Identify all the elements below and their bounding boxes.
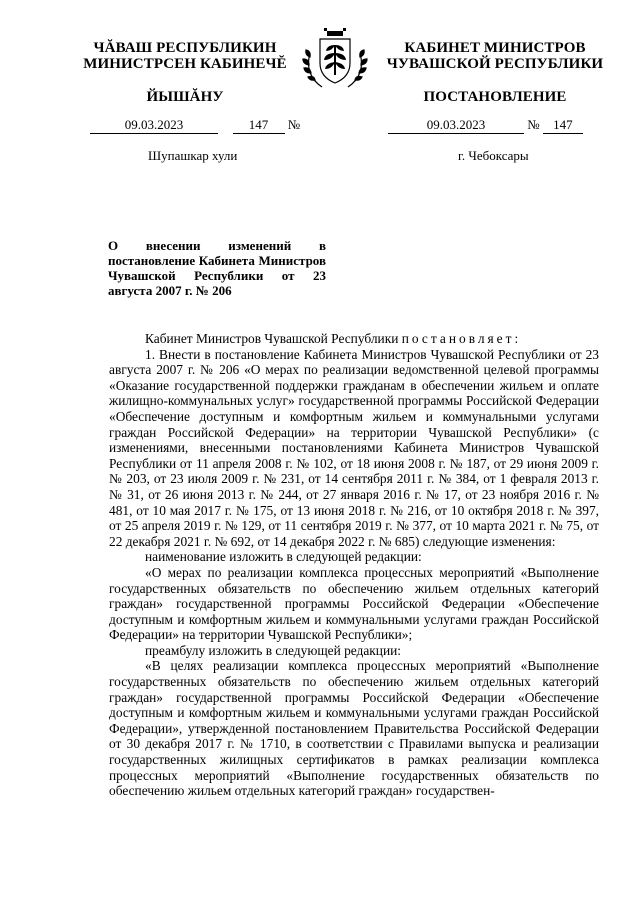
paragraph-2: наименование изложить в следующей редакции: bbox=[145, 549, 422, 565]
paragraph-4: преамбулу изложить в следующей редакции: bbox=[145, 642, 402, 658]
header-left-title: ЙЫШĂНУ bbox=[146, 89, 224, 105]
paragraph-3: «О мерах по реализации комплекса процессных мероприятий «Выполнение государственных обязательств по обеспечению жильем отдельных категорий граждан» государственной программы Российской Федерации «Обеспечение доступным и комфортным жильем и коммунальными услугами граждан Российской Федерации» на территории Чувашской Республики»; bbox=[109, 564, 599, 643]
document-subject: О внесении изменений в постановление Кабинета Министров Чувашской Республики от 23 августа 2007 г. № 206 bbox=[108, 238, 326, 298]
header-right-org bbox=[380, 40, 610, 72]
intro-text: Кабинет Министров Чувашской Республики bbox=[145, 331, 399, 346]
intro-paragraph bbox=[109, 331, 599, 347]
right-number-sign: № bbox=[527, 117, 540, 132]
header-left-line2: МИНИСТРСЕН КАБИНЕЧĔ bbox=[83, 56, 287, 72]
left-dateline bbox=[90, 117, 300, 135]
document-body bbox=[109, 331, 599, 799]
right-dateline bbox=[388, 117, 583, 135]
paragraph-1: 1. Внести в постановление Кабинета Министров Чувашской Республики от 23 августа 2007 г. № 206 «О мерах по реализации ведомственной целевой программы «Оказание государственной поддержки гражданам в обеспечении жильем и оплате жилищно-коммунальных услуг» государственной программы Российской Федерации «Обеспечение доступным и комфортным жильем и коммунальными услугами граждан Российской Федерации» на территории Чувашской Республики» (с изменениями, внесенными постановлениями Кабинета Министров Чувашской Республики от 11 апреля 2008 г. № 102, от 18 июня 2008 г. № 187, от 29 июня 2009 г. № 203, от 23 июля 2009 г. № 231, от 14 сентября 2011 г. № 384, от 1 февраля 2013 г. № 31, от 26 июня 2013 г. № 244, от 27 января 2016 г. № 17, от 23 ноября 2016 г. № 481, от 10 мая 2017 г. № 175, от 13 июня 2018 г. № 216, от 10 октября 2018 г. № 397, от 25 апреля 2019 г. № 129, от 11 сентября 2019 г. № 377, от 10 марта 2021 г. № 75, от 22 декабря 2021 г. № 692, от 14 декабря 2022 г. № 685) следующие изменения: bbox=[109, 346, 599, 549]
header-left-org bbox=[70, 40, 300, 72]
paragraph-5: «В целях реализации комплекса процессных мероприятий «Выполнение государственных обязательств по обеспечению жильем отдельных категорий граждан» государственной программы Российской Федерации «Обеспечение доступным и комфортным жильем и коммунальными услугами граждан Российской Федерации», утвержденной постановлением Правительства Российской Федерации от 30 декабря 2017 г. № 1710, в соответствии с Правилами выпуска и реализации государственных жилищных сертификатов в рамках реализации комплекса процессных мероприятий «Выполнение государственных обязательств по обеспечению жильем отдельных категорий граждан» государствен- bbox=[109, 658, 599, 799]
header-right-line2: ЧУВАШСКОЙ РЕСПУБЛИКИ bbox=[386, 56, 604, 72]
left-date: 09.03.2023 bbox=[90, 117, 218, 134]
right-date: 09.03.2023 bbox=[388, 117, 524, 134]
header-right-title: ПОСТАНОВЛЕНИЕ bbox=[423, 89, 567, 105]
intro-spaced-text: постановляет: bbox=[401, 331, 522, 346]
left-city: Шупашкар хули bbox=[148, 148, 238, 163]
header-right-line1: КАБИНЕТ МИНИСТРОВ bbox=[404, 40, 586, 56]
coat-of-arms-emblem-icon bbox=[300, 27, 370, 91]
left-number-sign: № bbox=[287, 117, 301, 132]
header-left-line1: ЧĂВАШ РЕСПУБЛИКИН bbox=[93, 40, 277, 56]
left-number: 147 bbox=[233, 117, 285, 134]
right-city: г. Чебоксары bbox=[458, 148, 529, 163]
right-number: 147 bbox=[543, 117, 583, 134]
